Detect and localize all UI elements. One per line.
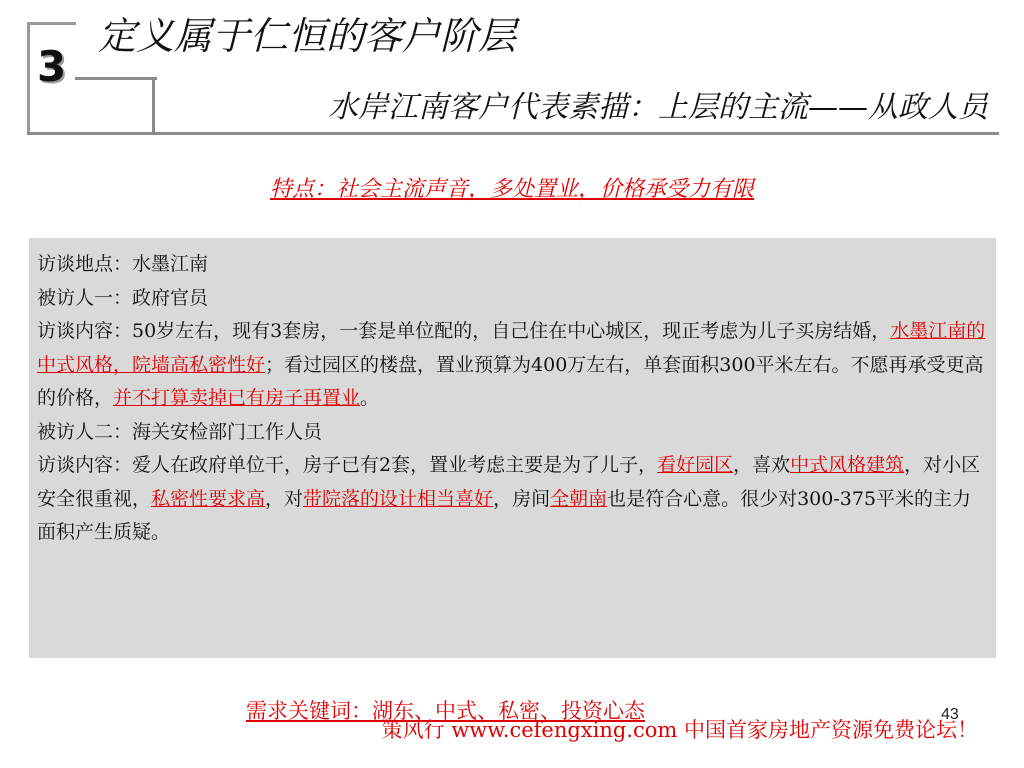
slide-subtitle: 水岸江南客户代表素描：上层的主流——从政人员 xyxy=(328,90,988,125)
feature-text: 特点：社会主流声音，多处置业，价格承受力有限 xyxy=(269,177,754,202)
interview-content-2 xyxy=(37,449,986,550)
header-divider-bottom xyxy=(27,132,999,135)
slide-title: 定义属于仁恒的客户阶层 xyxy=(98,14,517,58)
content-2-highlight-chinese-style: 中式风格建筑 xyxy=(790,454,905,476)
content-1-highlight-keep: 并不打算卖掉已有房子再置业 xyxy=(113,387,361,409)
content-2-highlight-courtyard: 带院落的设计相当喜好 xyxy=(303,487,494,510)
content-2-highlight-park: 看好园区 xyxy=(657,454,734,476)
footer-watermark: 策风行 www.cefengxing.com 中国首家房地产资源免费论坛！ xyxy=(381,718,978,742)
interviewee-1: 被访人一：政府官员 xyxy=(37,286,209,309)
interview-content-1 xyxy=(37,315,986,416)
content-1-highlight-style: 水墨江南的中式风格，院墙高私密性好 xyxy=(37,320,986,376)
page-number: 43 xyxy=(941,706,959,723)
content-2-highlight-south-facing: 全朝南 xyxy=(550,487,608,510)
content-1-text-e: 。 xyxy=(360,387,380,409)
content-1-text-a: 访谈内容：50岁左右，现有3套房，一套是单位配的，自己住在中心城区，现正考虑为儿子买房结婚， xyxy=(37,320,891,342)
section-number: 3 xyxy=(37,42,67,91)
content-1-text-c: ；看过园区的楼盘，置业预算为400万左右，单套面积300平米左右。不愿再承受更高的价格， xyxy=(37,353,984,409)
content-2-text-c: ，喜欢 xyxy=(733,454,791,476)
interviewee-2: 被访人二：海关安检部门工作人员 xyxy=(37,420,323,443)
content-2-text-k: 也是符合心意。很少对300-375平米的主力面积产生质疑。 xyxy=(37,487,972,543)
header-divider-top xyxy=(75,77,157,80)
interview-location: 访谈地点：水墨江南 xyxy=(37,253,209,275)
header-divider-vertical xyxy=(152,77,155,135)
content-2-text-e: ，对小区安全很重视， xyxy=(37,454,981,510)
interview-panel xyxy=(29,238,996,658)
demand-keywords: 需求关键词：湖东、中式、私密、投资心态 xyxy=(246,699,645,723)
content-2-highlight-privacy: 私密性要求高 xyxy=(151,487,266,510)
feature-line xyxy=(0,176,1024,205)
content-2-text-g: ，对 xyxy=(265,487,304,510)
content-2-text-a: 访谈内容：爱人在政府单位干，房子已有2套，置业考虑主要是为了儿子， xyxy=(37,454,658,476)
content-2-text-i: ，房间 xyxy=(493,487,551,510)
